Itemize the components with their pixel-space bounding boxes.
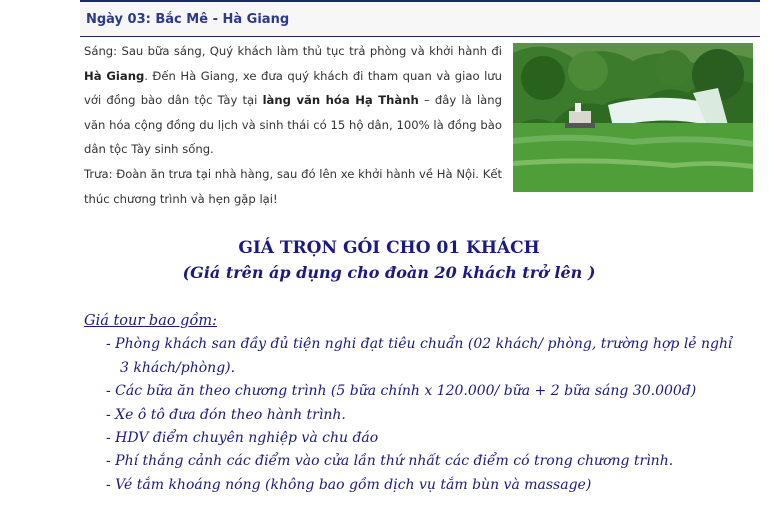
tour-includes xyxy=(84,310,744,497)
price-subtitle: (Giá trên áp dụng cho đoàn 20 khách trở lên ) xyxy=(182,263,596,282)
list-item: - Phí thắng cảnh các điểm vào cửa lần thứ nhất các điểm có trong chương trình. xyxy=(106,453,674,470)
list-item: - Các bữa ăn theo chương trình (5 bữa chính x 120.000/ bữa + 2 bữa sáng 30.000đ) xyxy=(106,383,697,400)
includes-heading: Giá tour bao gồm: xyxy=(84,313,217,329)
village-ha-thanh: làng văn hóa Hạ Thành xyxy=(262,93,419,108)
list-item: - Vé tắm khoáng nóng (không bao gồm dịch vụ tắm bùn và massage) xyxy=(106,476,592,493)
list-item: - Phòng khách san đầy đủ tiện nghi đạt tiêu chuẩn (02 khách/ phòng, trường hợp lẻ nghỉ 3 khách/phòng). xyxy=(106,336,733,376)
itinerary-text xyxy=(84,39,502,211)
waterfall-photo-image xyxy=(513,43,753,192)
noon-paragraph: Trưa: Đoàn ăn trưa tại nhà hàng, sau đó lên xe khởi hành về Hà Nội. Kết thúc chương trình và hẹn gặp lại! xyxy=(84,166,502,206)
list-item: - HDV điểm chuyên nghiệp và chu đáo xyxy=(106,430,379,447)
waterfall-photo xyxy=(513,43,753,192)
price-title: GIÁ TRỌN GÓI CHO 01 KHÁCH xyxy=(238,238,540,258)
morning-paragraph: Sáng: Sau bữa sáng, Quý khách làm thủ tục trả phòng và khởi hành đi Hà Giang. Đến Hà Giang, xe đưa quý khách đi tham quan và giao lưu với đồng bào dân tộc Tày tại làng văn hóa Hạ Thành – đây là làng văn hóa cộng đồng du lịch và sinh thái có 15 hộ dân, 100% là đồng bào dân tộc Tày sinh sống. xyxy=(84,44,502,157)
day-header xyxy=(80,0,760,37)
day-title: Ngày 03: Bắc Mê - Hà Giang xyxy=(86,12,290,27)
price-section-title xyxy=(0,236,778,286)
destination-ha-giang: Hà Giang xyxy=(84,68,145,83)
includes-list xyxy=(84,333,744,497)
list-item: - Xe ô tô đưa đón theo hành trình. xyxy=(106,406,346,423)
